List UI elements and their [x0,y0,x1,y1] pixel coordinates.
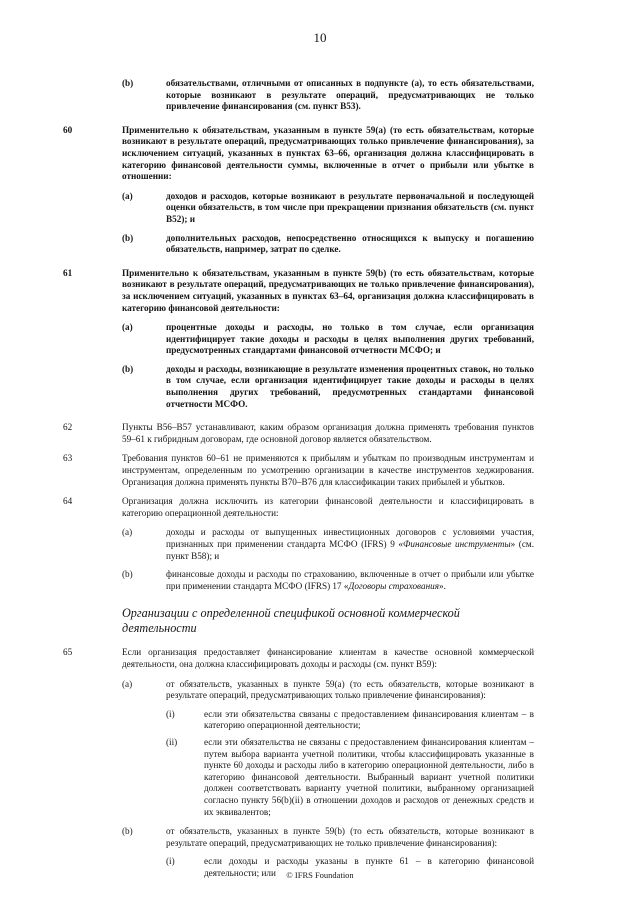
paragraph-text: Применительно к обязательствам, указанным в пункте 59(a) (то есть обязательствам, которые возникают в результате операций, предусматривающих только привлечение финансирования), за исключением ситуаций, указанных в пунктах 63–66, организация должна классифицировать в категорию финансовой деятельности суммы, включенные в отчет о прибыли или убытке в отношении: [122,124,534,182]
paragraph-text: Организация должна исключить из категории финансовой деятельности и классифицировать в категорию операционной деятельности: [122,496,534,518]
paragraph-text: Если организация предоставляет финансирование клиентам в качестве основной коммерческой деятельности, она должна классифицировать доходы и расходы (см. пункт B59): [122,647,534,669]
section-heading: Организации с определенной спецификой основной коммерческой деятельности [122,606,460,635]
item-text: дополнительных расходов, непосредственно относящихся к выпуску и погашению обязательств, например, затрат по сделке. [166,232,534,255]
standard-title: Договоры страхования [348,580,439,591]
sub-list-item [166,709,534,732]
paragraph-text: Пункты B56–B57 устанавливают, каким образом организация должна применять требования пунктов 59–61 к гибридным договорам, где основной договор является обязательством. [122,422,534,444]
paragraph-text: Требования пунктов 60–61 не применяются к прибылям и убыткам по производным инструментам и инструментам, определенным по усмотрению организации в качестве инструментов хеджирования. Организация должна применять пункты B70–B76 для классификации таких прибылей и убытков. [122,453,534,487]
item-text: доходы и расходы от выпущенных инвестиционных договоров с условиями участия, признанных при применении стандарта МСФО (IFRS) 9 «Финансовые инструменты» (см. пункт B58); и [166,527,535,561]
item-text: доходов и расходов, которые возникают в результате первоначальной и последующей оценки обязательств, в том числе при прекращении признания обязательств (см. пункт B52); и [166,190,534,224]
paragraph-63 [0,453,640,488]
item-text: если эти обязательства связаны с предоставлением финансирования клиентам – в категорию операционной деятельности; [204,708,534,731]
item-label: (a) [122,190,133,201]
list-item [122,826,534,849]
item-label: (b) [122,826,133,837]
item-text: если доходы и расходы указаны в пункте 61 – в категорию финансовой деятельности; или [204,856,534,878]
list-item [122,191,534,226]
item-label: (ii) [166,736,178,747]
paragraph-number: 62 [63,422,73,433]
list-item [122,322,534,357]
page-number: 10 [313,30,327,45]
item-text: процентные доходы и расходы, но только в том случае, если организация идентифицирует такие доходы и расходы в целях выполнения других требований, предусмотренных стандартами финансовой отчетности МСФО; и [166,322,534,356]
item-text: доходы и расходы, возникающие в результате изменения процентных ставок, но только в том случае, если организация идентифицирует такие доходы и расходы в целях выполнения других требований, предусмотренных стандартами финансовой отчетности МСФО. [166,363,534,409]
paragraph-64 [0,496,640,519]
standard-title: Финансовые инструменты [402,539,511,549]
paragraph-number: 61 [63,267,73,278]
list-item [122,527,534,562]
paragraph-text: Применительно к обязательствам, указанным в пункте 59(b) (то есть обязательствам, которые возникают в результате операций, предусматривающих не только привлечение финансирования), за исключением ситуаций, указанных в пунктах 63–64, организация должна классифицировать в категорию финансовой деятельности: [122,267,534,313]
item-label: (a) [122,527,133,538]
item-label: (a) [122,322,133,333]
item-label: (a) [122,678,133,689]
footer-copyright: © IFRS Foundation [286,870,354,880]
paragraph-number: 63 [63,453,73,464]
item-text: от обязательств, указанных в пункте 59(a) (то есть обязательств, которые возникают в результате операций, предусматривающих только привлечение финансирования): [166,678,534,701]
paragraph-number: 60 [63,124,73,135]
item-label: (b) [122,569,133,580]
item-label: (i) [166,856,175,867]
sub-list-item [166,737,534,818]
list-item [122,679,534,702]
paragraph-61 [0,268,640,314]
paragraph-60 [0,125,640,183]
item-text: финансовые доходы и расходы по страхованию, включенные в отчет о прибыли или убытке при применении стандарта МСФО (IFRS) 17 «Договоры страхования». [166,569,534,591]
item-label: (b) [122,78,134,88]
list-item [122,78,534,113]
item-text: от обязательств, указанных в пункте 59(b) (то есть обязательств, которые возникают в результате операций, предусматривающих не только привлечение финансирования): [166,826,534,848]
paragraph-62 [0,422,640,445]
list-item [122,364,534,410]
page-content [0,78,640,884]
paragraph-65 [0,647,640,670]
item-label: (i) [166,708,175,719]
paragraph-number: 64 [63,496,73,507]
item-text: обязательствами, отличными от описанных в подпункте (a), то есть обязательствами, которые возникают в результате операций, предусматривающих не только привлечение финансирования (см. пункт B53). [166,78,534,112]
paragraph-number: 65 [63,647,73,658]
item-label: (b) [122,232,134,243]
list-item [122,233,534,256]
item-label: (b) [122,363,134,374]
item-text: если эти обязательства не связаны с предоставлением финансирования клиентам – путем выбора варианта учетной политики, чтобы классифицировать указанные в пункте 60 доходы и расходы либо в категорию операционной деятельности, либо в категорию финансовой деятельности. Выбранный вариант учетной политики должен соответствовать варианту учетной политики, выбранному организацией согласно пункту 56(b)(ii) в отношении доходов и расходов от денежных средств и их эквивалентов; [204,736,534,817]
list-item [122,569,534,592]
